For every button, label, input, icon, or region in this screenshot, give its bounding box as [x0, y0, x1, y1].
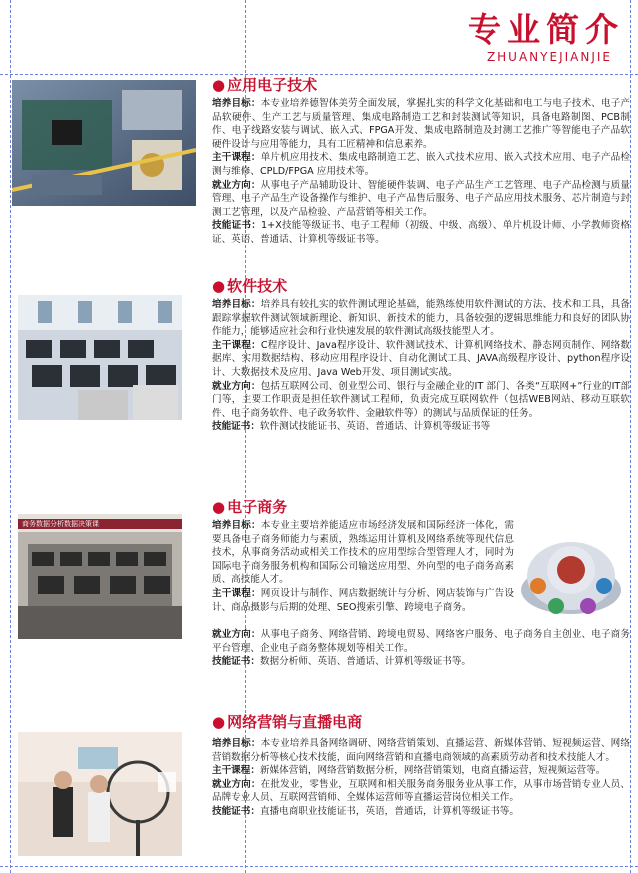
classroom-training-photo: [18, 514, 182, 639]
section-body-ecommerce-top: 培养目标：本专业主要培养能适应市场经济发展和国际经济一体化，需要具备电子商务师能力与素质，熟练运用计算机及网络系统等现代信息技术，从事商务活动或相关工作技术的应用型综合型管理人才，同时为国际电子商务服务机构和国际公司输送应用型、外向型的电子商务高素质、高技能人才。 主干课程：网页设计与制作、网店数据统计与分析、网店装饰与广告设计、商品摄影与后期的处理、SEO搜索引擎、跨境电子商务。: [212, 520, 514, 613]
guide-line-top: [0, 74, 638, 75]
page-title: 专业简介: [468, 10, 624, 49]
guide-line-left: [10, 0, 11, 873]
banner-caption: 商务数据分析数据决策课: [22, 520, 99, 528]
section-body-live-commerce: 培养目标：本专业培养具备网络调研、网络营销策划、直播运营、新媒体营销、短视频运营、网络营销数据分析等核心技术技能，面向网络营销和直播电商领域的高素质劳动者和技术技能人才。 主干课程：新媒体营销，网络营销数据分析，网络营销策划，电商直播运营，短视频运营等。 就业方向：在批发业，零售业，互联网和相关服务商务服务业从事工作，从事市场营销专业人员、品牌专业人员、互联网营销师、全媒体运营师等直播运营岗位相关工作。 技能证书：直播电商职业技能证书，英语，普通话，计算机等级证书等。: [212, 738, 631, 817]
section-title-ecommerce: ● 电子商务: [212, 498, 288, 516]
section-title-electronics: ● 应用电子技术: [212, 76, 318, 94]
computer-lab-photo: [18, 295, 182, 420]
section-title-software: ● 软件技术: [212, 277, 288, 295]
ecommerce-globe-graphic: [516, 528, 626, 624]
guide-line-right: [630, 0, 631, 873]
guide-line-bottom: [0, 866, 638, 867]
circuit-board-photo: [12, 80, 196, 206]
section-body-ecommerce-bottom: 就业方向：从事电子商务、网络营销、跨境电贸易、网络客户服务、电子商务自主创业、电子商务平台管理、企业电子商务整体规划等相关工作。 技能证书：数据分析师、英语、普通话、计算机等级证书等。: [212, 629, 631, 668]
section-body-software: 培养目标：培养具有较扎实的软件测试理论基础，能熟练使用软件测试的方法、技术和工具，具备跟踪掌握软件测试领域新理论、新知识、新技术的能力，具备较强的逻辑思维能力和良好的团队协作能力，能够适应社会和行业快速发展的软件测试高级技能型人才。 主干课程：C程序设计、Java程序设计、软件测试技术、计算机网络技术、静态网页制作、网络数据库、实用数据结构、移动应用程序设计、自动化测试工具、JAVA高级程序设计、python程序设计、大数据技术及应用、Java Web开发、项目测试实战。 就业方向：包括互联网公司、创业型公司、银行与金融企业的IT 部门、各类“互联网+”行业的IT部门等，主要工作职责是担任软件测试工程师，负责完成互联网软件（包括WEB网站、移动互联软件、电子商务软件、电子政务软件、金融软件等）的测试与品质保证的任务。 技能证书：软件测试技能证书、英语、普通话、计算机等级证书等: [212, 299, 631, 433]
section-body-electronics: 培养目标：本专业培养德智体美劳全面发展，掌握扎实的科学文化基础和电工与电子技术、电子产品软硬件、生产工艺与质量管理、集成电路制造工艺和封装测试等知识，具备电路制图、PCB制作、电子线路安装与调试、嵌入式、FPGA开发、集成电路制造及封测工艺推广等智能电子产品软硬件设计与应用等能力，具有工匠精神和信息素养。 主干课程：单片机应用技术、集成电路制造工艺、嵌入式技术应用、嵌入式技术应用、电子产品检测与维修、CPLD/FPGA 应用技术等。 就业方向：从事电子产品辅助设计、智能硬件装调、电子产品生产工艺管理、电子产品检测与质量管理、电子产品生产设备操作与维护、电子产品售后服务、电子产品应用技术服务、芯片制造与封测工艺管理，以及产品检验、产品营销等相关工作。 技能证书：1+X技能等级证书、电子工程师（初级、中级、高级）、单片机设计师、小学教师资格证、英语、普通话、计算机等级证书等。: [212, 98, 631, 245]
section-title-live-commerce: ● 网络营销与直播电商: [212, 713, 363, 731]
page-subtitle: ZHUANYEJIANJIE: [486, 50, 612, 64]
livestream-studio-photo: [18, 732, 182, 856]
